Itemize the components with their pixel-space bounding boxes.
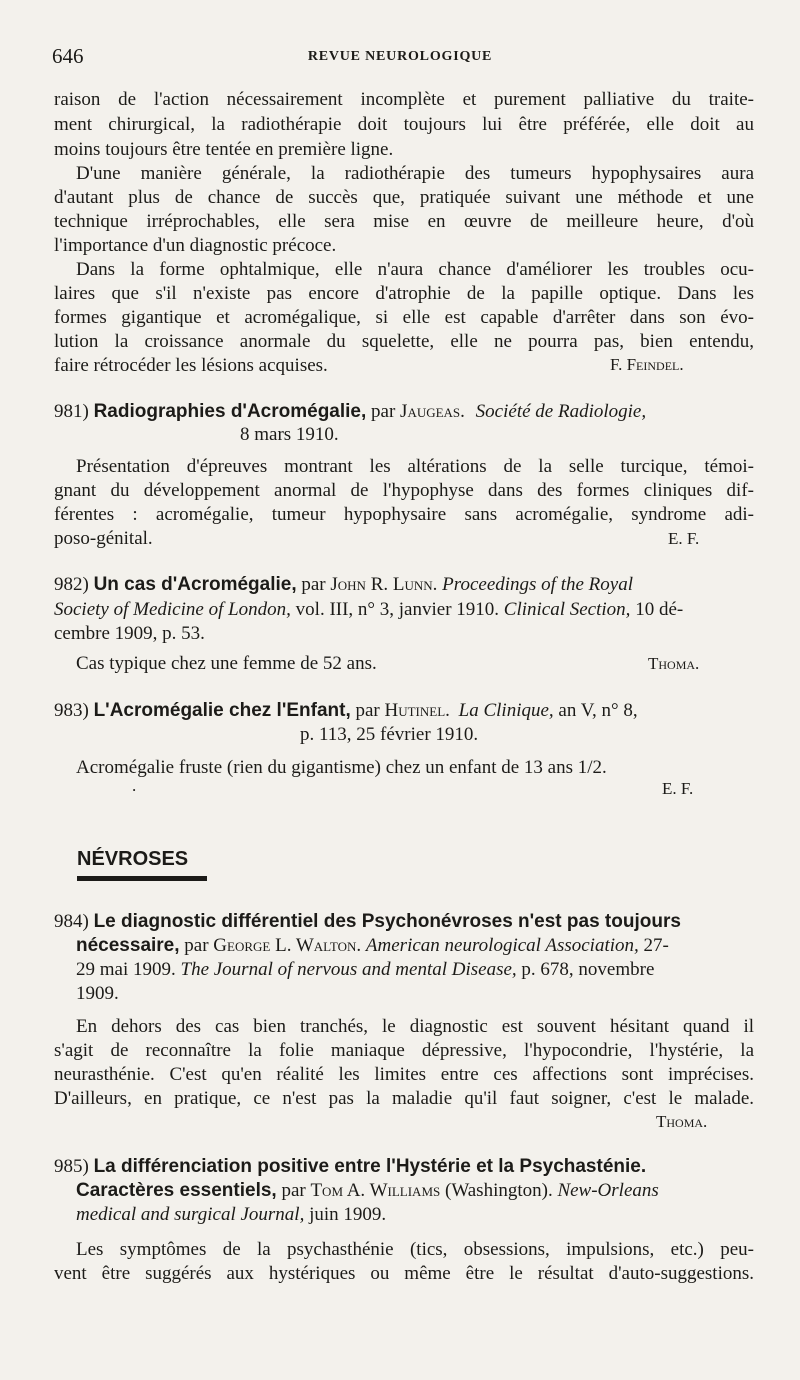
intro-line: laires que s'il n'existe pas encore d'atrophie de la papille optique. Dans les bbox=[54, 283, 754, 304]
place: (Washington). bbox=[445, 1180, 553, 1201]
abstract-983-body: Acromégalie fruste (rien du gigantisme) chez un enfant de 13 ans 1/2. bbox=[76, 757, 607, 778]
abstract-985-heading bbox=[76, 1179, 756, 1203]
abstract-984-heading bbox=[54, 910, 754, 934]
abstract-984-line: s'agit de reconnaître la folie maniaque dépressive, l'hypocondrie, l'hystérie, la bbox=[54, 1040, 754, 1061]
abstract-985-heading bbox=[54, 1155, 754, 1179]
intro-line: lution la croissance anormale du squelette, elle ne pourra pas, bien entendu, bbox=[54, 331, 754, 352]
by-word: par bbox=[281, 1180, 306, 1201]
abstract-984-heading bbox=[76, 934, 756, 958]
source: La Clinique, bbox=[458, 700, 554, 721]
section-heading: NÉVROSES bbox=[77, 848, 189, 870]
abstract-title: Le diagnostic différentiel des Psychonévroses n'est pas toujours bbox=[93, 911, 681, 932]
source: The Journal of nervous and mental Disease, bbox=[180, 959, 517, 980]
abstract-983-signature: E. F. bbox=[662, 779, 694, 798]
source: Society of Medicine of London, bbox=[54, 599, 291, 620]
abstract-982-signature: Thoma. bbox=[648, 654, 700, 673]
intro-line: Dans la forme ophtalmique, elle n'aura chance d'améliorer les troubles ocu- bbox=[76, 259, 754, 280]
abstract-number: 985) bbox=[54, 1156, 89, 1177]
abstract-982-ref bbox=[54, 598, 754, 622]
abstract-title: nécessaire, bbox=[76, 935, 180, 956]
abstract-982-heading bbox=[54, 573, 754, 597]
stray-dot: . bbox=[132, 776, 137, 795]
abstract-981-line: férentes : acromégalie, tumeur hypophysaire sans acromégalie, syndrome adi- bbox=[54, 504, 754, 525]
by-word: par bbox=[371, 401, 396, 422]
intro-line: l'importance d'un diagnostic précoce. bbox=[54, 235, 337, 256]
abstract-981-line: poso-génital. bbox=[54, 528, 153, 549]
intro-line: d'autant plus de chance de succès que, pratiquée suivant une méthode et une bbox=[54, 187, 754, 208]
abstract-984-ref bbox=[76, 958, 756, 982]
section-rule bbox=[77, 876, 207, 881]
abstract-985-line: vent être suggérés aux hystériques ou même être le résultat d'auto-suggestions. bbox=[54, 1263, 754, 1284]
source: Proceedings of the Royal bbox=[442, 574, 633, 595]
abstract-title: La différenciation positive entre l'Hystérie et la Psychasténie. bbox=[93, 1156, 647, 1177]
abstract-985-line: Les symptômes de la psychasthénie (tics, obsessions, impulsions, etc.) peu- bbox=[76, 1239, 754, 1260]
abstract-title: Un cas d'Acromégalie, bbox=[93, 574, 297, 595]
abstract-date: 8 mars 1910. bbox=[240, 424, 339, 445]
author: George L. Walton. bbox=[213, 935, 362, 956]
author: Tom A. Williams bbox=[310, 1180, 441, 1201]
abstract-title: L'Acromégalie chez l'Enfant, bbox=[93, 700, 351, 721]
abstract-number: 981) bbox=[54, 401, 89, 422]
abstract-title: Caractères essentiels, bbox=[76, 1180, 277, 1201]
intro-signature: F. Feindel. bbox=[610, 355, 684, 374]
reference: p. 678, novembre bbox=[521, 959, 655, 980]
author: Jaugeas. bbox=[400, 401, 465, 422]
abstract-981-line: gnant du développement anormal de l'hypophyse dans des formes cliniques dif- bbox=[54, 480, 754, 501]
abstract-983-heading bbox=[54, 699, 754, 723]
source: American neurological Association, bbox=[365, 935, 639, 956]
intro-line: moins toujours être tentée en première ligne. bbox=[54, 139, 394, 160]
running-header bbox=[52, 44, 748, 74]
abstract-984-line: neurasthénie. C'est qu'en réalité les limites entre ces affections sont imprécises. bbox=[54, 1064, 754, 1085]
reference: 10 dé- bbox=[635, 599, 684, 620]
intro-line: technique irréprochables, elle sera mise en œuvre de meilleure heure, d'où bbox=[54, 211, 754, 232]
abstract-983-ref: p. 113, 25 février 1910. bbox=[300, 724, 479, 745]
abstract-985-ref bbox=[76, 1203, 756, 1227]
abstract-984-line: En dehors des cas bien tranchés, le diagnostic est souvent hésitant quand il bbox=[76, 1016, 754, 1037]
page-number: 646 bbox=[52, 44, 84, 68]
journal-title: REVUE NEUROLOGIQUE bbox=[307, 49, 493, 64]
abstract-984-line: D'ailleurs, en pratique, ce n'est pas la maladie qu'il faut soigner, c'est le malade. bbox=[54, 1088, 754, 1109]
abstract-981-line: Présentation d'épreuves montrant les altérations de la selle turcique, témoi- bbox=[76, 456, 754, 477]
abstract-number: 982) bbox=[54, 574, 89, 595]
source: New-Orleans bbox=[557, 1180, 659, 1201]
reference: 29 mai 1909. bbox=[76, 959, 176, 980]
source: Société de Radiologie, bbox=[475, 401, 647, 422]
reference: vol. III, n° 3, janvier 1910. bbox=[295, 599, 500, 620]
by-word: par bbox=[355, 700, 380, 721]
abstract-981-heading bbox=[54, 400, 754, 424]
reference: an V, n° 8, bbox=[558, 700, 638, 721]
abstract-title: Radiographies d'Acromégalie, bbox=[93, 401, 367, 422]
reference: 27- bbox=[643, 935, 669, 956]
reference: juin 1909. bbox=[309, 1204, 387, 1225]
intro-line: formes gigantique et acromégalique, si elle est capable d'arrêter dans son évo- bbox=[54, 307, 754, 328]
by-word: par bbox=[301, 574, 326, 595]
abstract-number: 984) bbox=[54, 911, 89, 932]
author: John R. Lunn. bbox=[330, 574, 438, 595]
abstract-981-signature: E. F. bbox=[668, 529, 700, 548]
intro-line: D'une manière générale, la radiothérapie des tumeurs hypophysaires aura bbox=[76, 163, 754, 184]
abstract-number: 983) bbox=[54, 700, 89, 721]
source: Clinical Section, bbox=[503, 599, 631, 620]
by-word: par bbox=[184, 935, 209, 956]
abstract-982-ref: cembre 1909, p. 53. bbox=[54, 623, 205, 644]
intro-line: faire rétrocéder les lésions acquises. bbox=[54, 355, 328, 376]
abstract-982-body: Cas typique chez une femme de 52 ans. bbox=[76, 653, 377, 674]
author: Hutinel. bbox=[384, 700, 450, 721]
source: medical and surgical Journal, bbox=[76, 1204, 305, 1225]
intro-line: ment chirurgical, la radiothérapie doit toujours lui être préférée, elle doit au bbox=[54, 114, 754, 135]
abstract-984-signature: Thoma. bbox=[656, 1112, 708, 1131]
intro-line: raison de l'action nécessairement incomplète et purement palliative du traite- bbox=[54, 89, 754, 110]
abstract-984-ref: 1909. bbox=[76, 983, 119, 1004]
